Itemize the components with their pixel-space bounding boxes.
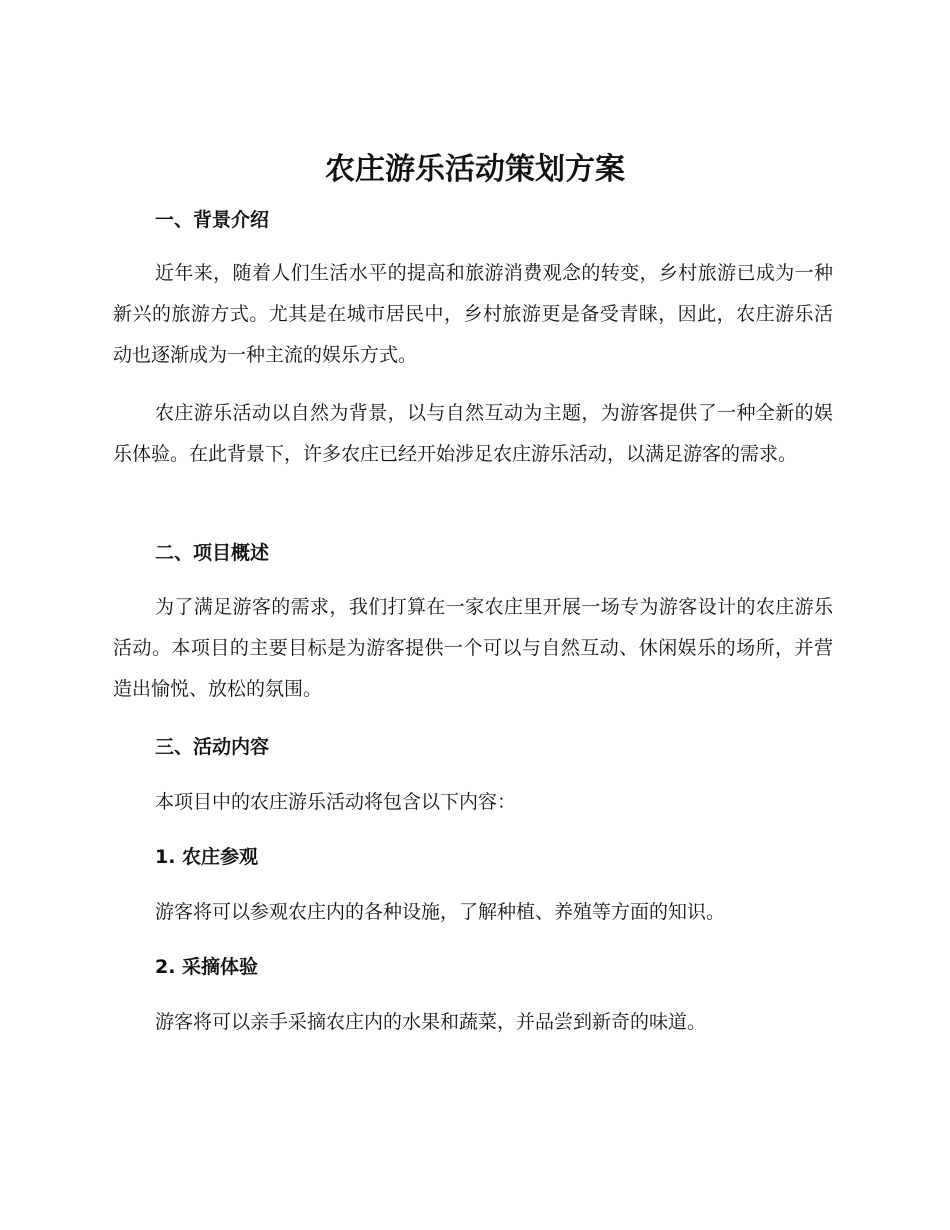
item-text-farm-visit: 游客将可以参观农庄内的各种设施，了解种植、养殖等方面的知识。: [155, 901, 726, 923]
paragraph-overview-1: 为了满足游客的需求，我们打算在一家农庄里开展一场专为游客设计的农庄游乐活动。本项目的主要目标是为游客提供一个可以与自然互动、休闲娱乐的场所，并营造出愉悦、放松的氛围。: [113, 596, 833, 700]
document-title: 农庄游乐活动策划方案: [325, 152, 625, 187]
section-heading-overview: 二、项目概述: [155, 542, 270, 564]
paragraph-background-2: 农庄游乐活动以自然为背景，以与自然互动为主题，为游客提供了一种全新的娱乐体验。在此背景下，许多农庄已经开始涉足农庄游乐活动，以满足游客的需求。: [113, 402, 833, 465]
paragraph-background-1: 近年来，随着人们生活水平的提高和旅游消费观念的转变，乡村旅游已成为一种新兴的旅游方式。尤其是在城市居民中，乡村旅游更是备受青睐，因此，农庄游乐活动也逐渐成为一种主流的娱乐方式。: [113, 262, 833, 366]
paragraph-content-intro: 本项目中的农庄游乐活动将包含以下内容：: [155, 791, 517, 813]
section-heading-background: 一、背景介绍: [155, 209, 270, 231]
item-text-picking: 游客将可以亲手采摘农庄内的水果和蔬菜，并品尝到新奇的味道。: [155, 1011, 707, 1033]
item-heading-picking: 2. 采摘体验: [155, 956, 259, 978]
item-heading-farm-visit: 1. 农庄参观: [155, 846, 259, 868]
section-heading-content: 三、活动内容: [155, 736, 270, 758]
